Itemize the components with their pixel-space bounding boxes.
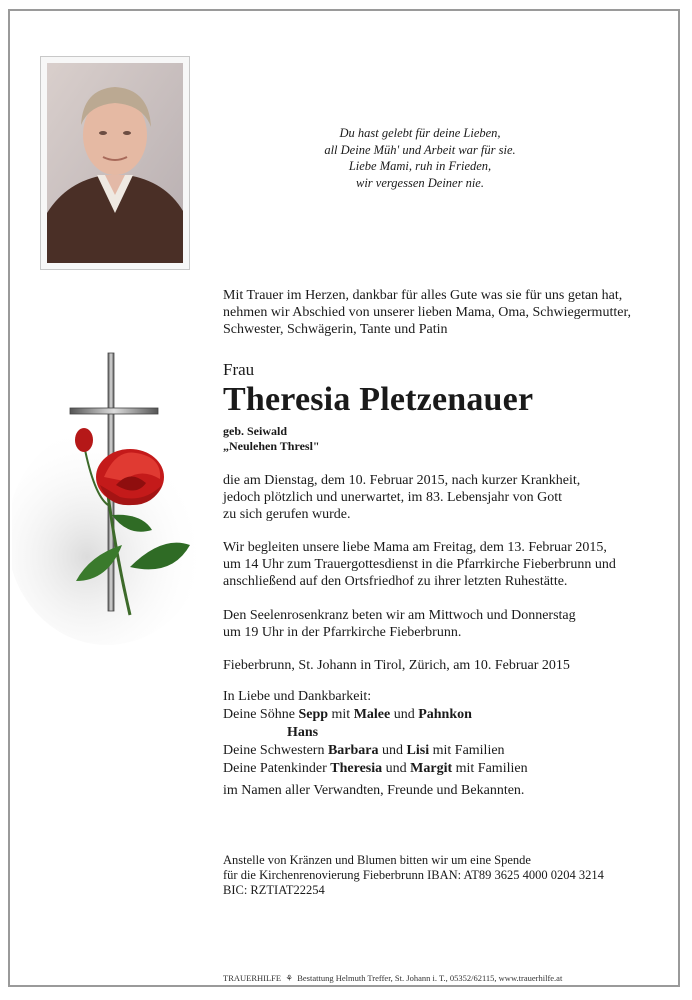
footer-text: Bestattung Helmuth Treffer, St. Johann i. T., 05352/62115, www.trauerhilfe.at (297, 973, 563, 983)
donation-notice (223, 853, 604, 898)
family-sisters: Deine Schwestern Barbara und Lisi mit Familien (223, 743, 505, 758)
birth-name-block (223, 424, 320, 454)
portrait-image (47, 63, 183, 263)
footer (223, 973, 562, 984)
portrait-photo (40, 56, 190, 270)
memorial-poem (285, 125, 555, 191)
family-list (223, 688, 673, 800)
rosary-notice (223, 607, 673, 641)
deceased-name: Theresia Pletzenauer (223, 381, 534, 418)
rosary-line: Den Seelenrosenkranz beten wir am Mittwoch und Donnerstag (223, 608, 576, 623)
family-heading: In Liebe und Dankbarkeit: (223, 689, 372, 704)
poem-line: all Deine Müh' und Arbeit war für sie. (324, 142, 516, 157)
intro-text (223, 287, 673, 338)
footer-logo-icon: ⚘ (283, 973, 296, 983)
salutation: Frau (223, 360, 255, 379)
intro-line: nehmen wir Abschied von unserer lieben Mama, Oma, Schwiegermutter, (223, 305, 632, 320)
donation-line: für die Kirchenrenovierung Fieberbrunn IBAN: AT89 3625 4000 0204 3214 (223, 868, 604, 882)
death-notice-line: die am Dienstag, dem 10. Februar 2015, nach kurzer Krankheit, (223, 473, 581, 488)
funeral-line: Wir begleiten unsere liebe Mama am Freitag, dem 13. Februar 2015, (223, 540, 607, 555)
death-notice (223, 472, 673, 523)
donation-line: Anstelle von Kränzen und Blumen bitten wir um eine Spende (223, 853, 531, 867)
funeral-line: anschließend auf den Ortsfriedhof zu ihrer letzten Ruhestätte. (223, 574, 568, 589)
family-son-2: Hans (287, 725, 319, 740)
nickname: „Neulehen Thresl" (223, 439, 320, 453)
intro-line: Schwester, Schwägerin, Tante und Patin (223, 322, 448, 337)
footer-brand: TRAUERHILFE (223, 973, 282, 983)
rose-icon (96, 449, 164, 505)
poem-line: Du hast gelebt für deine Lieben, (339, 126, 501, 140)
donation-line: BIC: RZTIAT22254 (223, 883, 325, 897)
cross-with-rose-icon (12, 345, 212, 645)
intro-line: Mit Trauer im Herzen, dankbar für alles Gute was sie für uns getan hat, (223, 288, 623, 303)
birth-name: geb. Seiwald (223, 424, 288, 438)
family-sons: Deine Söhne Sepp mit Malee und Pahnkon (223, 707, 472, 722)
place-date (223, 657, 673, 674)
funeral-line: um 14 Uhr zum Trauergottesdienst in die Pfarrkirche Fieberbrunn und (223, 557, 616, 572)
family-godchildren: Deine Patenkinder Theresia und Margit mit Familien (223, 761, 528, 776)
family-closing: im Namen aller Verwandten, Freunde und Bekannten. (223, 783, 525, 798)
death-notice-line: zu sich gerufen wurde. (223, 507, 351, 522)
funeral-notice (223, 539, 673, 590)
rosary-line: um 19 Uhr in der Pfarrkirche Fieberbrunn. (223, 625, 462, 640)
poem-line: wir vergessen Deiner nie. (356, 175, 484, 190)
death-notice-line: jedoch plötzlich und unerwartet, im 83. Lebensjahr von Gott (223, 490, 563, 505)
place-date-line: Fieberbrunn, St. Johann in Tirol, Zürich, am 10. Februar 2015 (223, 658, 570, 673)
poem-line: Liebe Mami, ruh in Frieden, (348, 159, 492, 173)
